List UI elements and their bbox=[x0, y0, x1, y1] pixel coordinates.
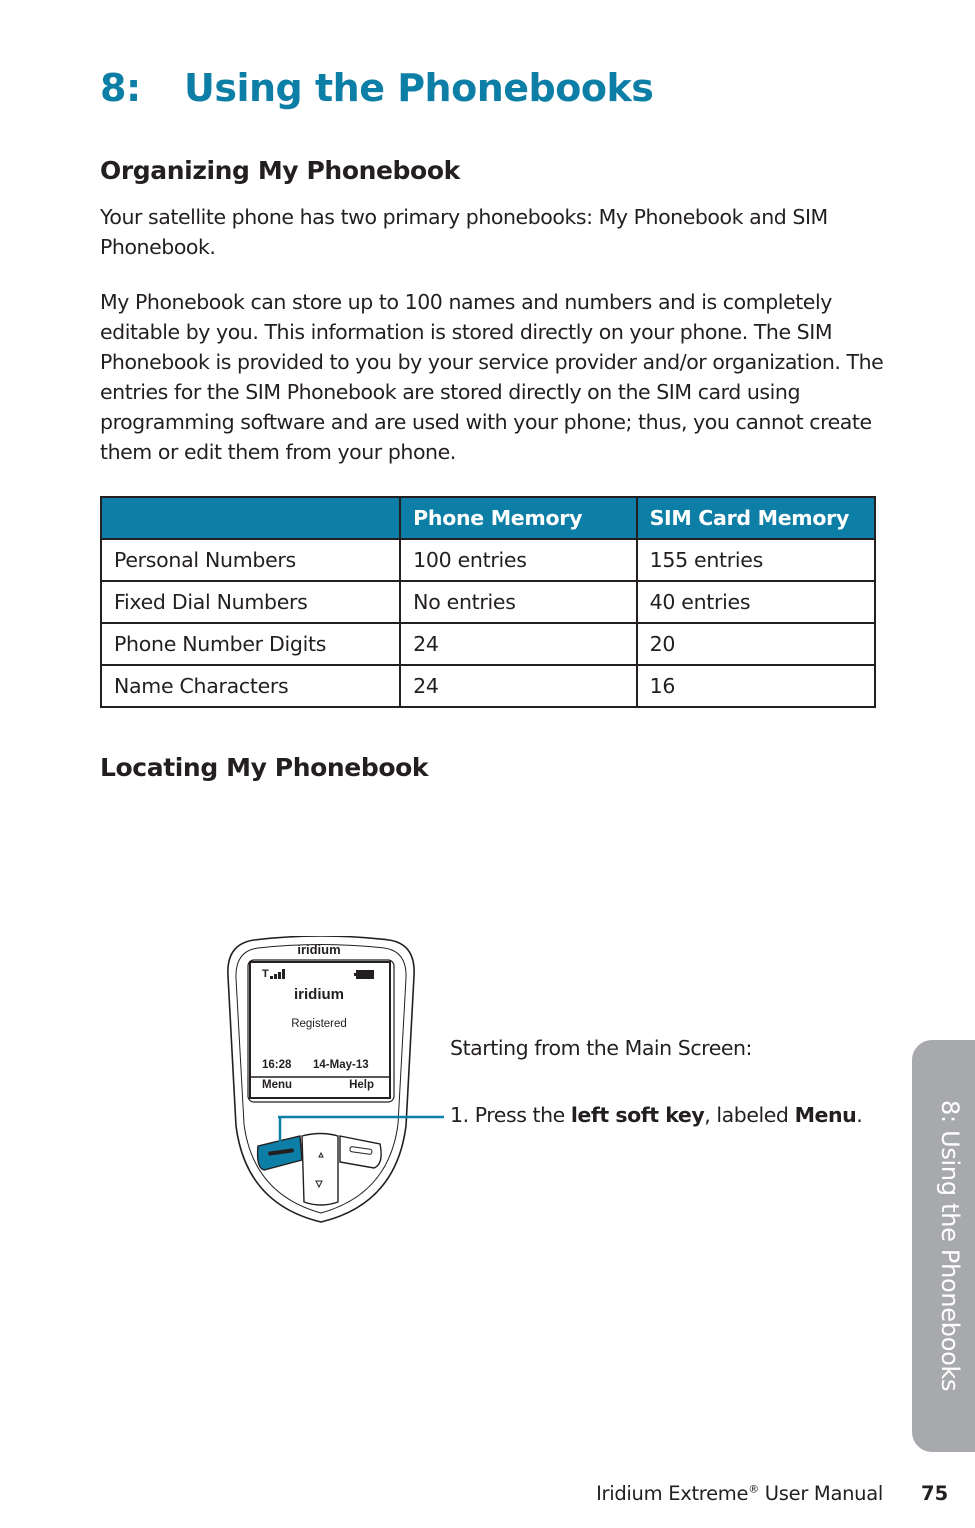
manual-name: Iridium Extreme bbox=[596, 1482, 749, 1505]
manual-suffix: User Manual bbox=[758, 1482, 883, 1505]
table-cell: No entries bbox=[400, 581, 636, 623]
phone-screen-logo: iridium bbox=[293, 986, 344, 1003]
phone-header-logo: iridium bbox=[297, 942, 341, 957]
clock-time: 16:28 bbox=[262, 1059, 292, 1071]
step-emphasis: left soft key bbox=[570, 1103, 705, 1127]
page-number: 75 bbox=[921, 1482, 949, 1505]
table-cell: 24 bbox=[400, 665, 636, 707]
table-cell: 155 entries bbox=[637, 539, 875, 581]
step-text: 1. Press the bbox=[450, 1103, 571, 1127]
table-cell: Fixed Dial Numbers bbox=[101, 581, 400, 623]
table-cell: Phone Number Digits bbox=[101, 623, 400, 665]
registered-mark: ® bbox=[748, 1482, 759, 1496]
table-cell: Name Characters bbox=[101, 665, 400, 707]
intro-paragraph: Your satellite phone has two primary phonebooks: My Phonebook and SIM Phonebook. bbox=[100, 205, 828, 259]
battery-icon bbox=[354, 970, 374, 979]
table-header-row bbox=[101, 497, 875, 539]
table-header-cell bbox=[101, 497, 400, 539]
footer-manual-title bbox=[596, 1482, 883, 1505]
step-text: . bbox=[856, 1103, 863, 1127]
chapter-title bbox=[100, 66, 653, 110]
table-row bbox=[101, 581, 875, 623]
callout-line bbox=[278, 1114, 444, 1120]
table-header-cell: SIM Card Memory bbox=[637, 497, 875, 539]
table-row bbox=[101, 665, 875, 707]
signal-strength-icon bbox=[270, 969, 286, 979]
section-heading-organizing: Organizing My Phonebook bbox=[100, 156, 460, 185]
details-paragraph: My Phonebook can store up to 100 names and numbers and is completely editable by you. This information is stored directly on your phone. The SIM Phonebook is provided to you by your service provider and/or organization. The entries for the SIM Phonebook are stored directly on the SIM card using programming software and are used with your phone; thus, you cannot create them or edit them from your phone. bbox=[100, 290, 884, 464]
table-cell: Personal Numbers bbox=[101, 539, 400, 581]
table-row bbox=[101, 623, 875, 665]
chapter-title-text: Using the Phonebooks bbox=[184, 66, 654, 110]
memory-comparison-table bbox=[100, 496, 876, 708]
table-row bbox=[101, 539, 875, 581]
registration-status: Registered bbox=[291, 1018, 347, 1030]
table-header-cell: Phone Memory bbox=[400, 497, 636, 539]
table-cell: 16 bbox=[637, 665, 875, 707]
section-heading-locating: Locating My Phonebook bbox=[100, 753, 429, 782]
chapter-number: 8: bbox=[100, 66, 141, 110]
step-emphasis: Menu bbox=[794, 1103, 857, 1127]
table-cell: 100 entries bbox=[400, 539, 636, 581]
softkey-menu-label: Menu bbox=[262, 1079, 293, 1091]
table-cell: 20 bbox=[637, 623, 875, 665]
table-cell: 40 entries bbox=[637, 581, 875, 623]
side-tab-label: 8: Using the Phonebooks bbox=[936, 1100, 964, 1392]
clock-date: 14-May-13 bbox=[313, 1059, 369, 1071]
softkey-help-label: Help bbox=[349, 1079, 374, 1091]
signal-label: T bbox=[262, 968, 269, 980]
phone-screen bbox=[250, 942, 388, 1098]
instruction-intro: Starting from the Main Screen: bbox=[450, 1036, 753, 1060]
instruction-step-1 bbox=[450, 1103, 862, 1127]
table-cell: 24 bbox=[400, 623, 636, 665]
step-text: , labeled bbox=[704, 1103, 795, 1127]
